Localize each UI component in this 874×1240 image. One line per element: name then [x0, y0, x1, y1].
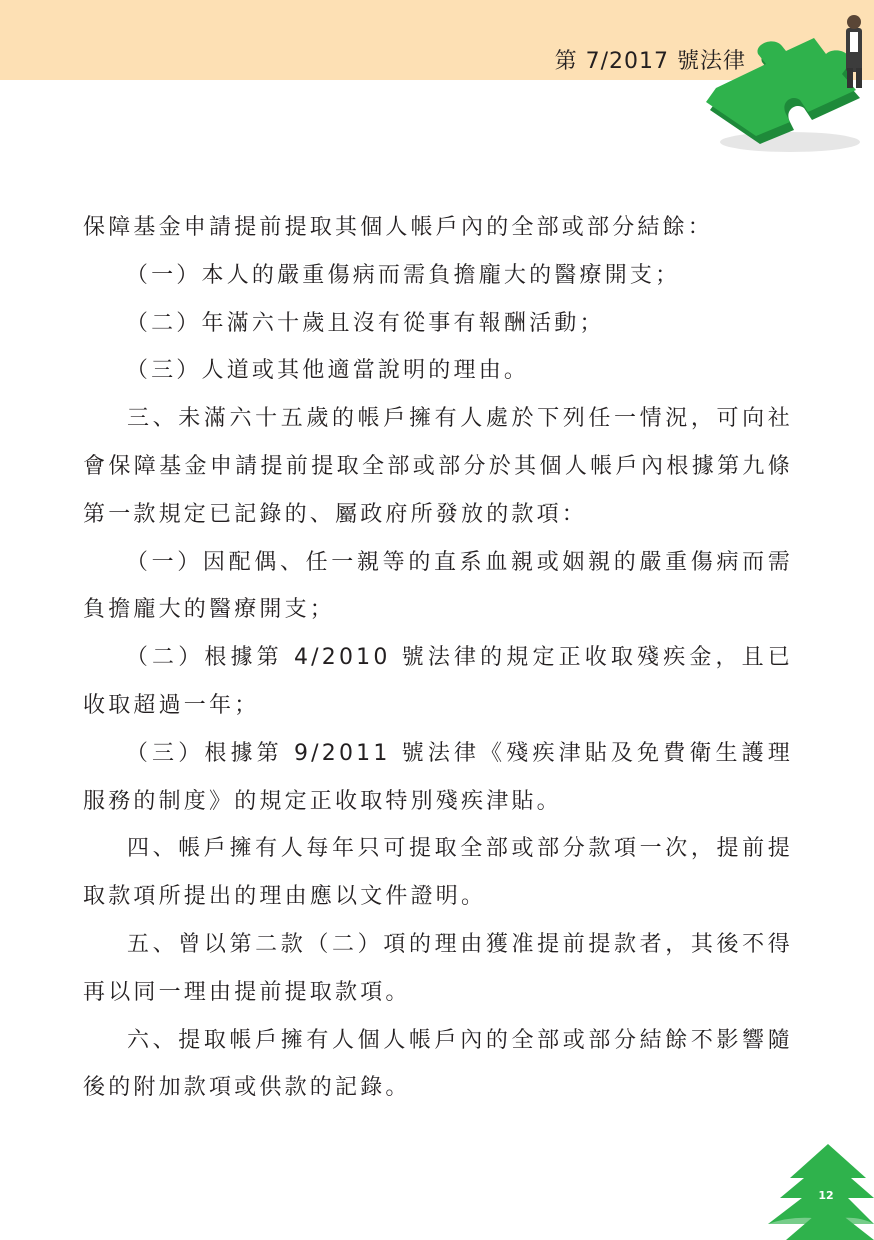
paragraph: 三、未滿六十五歲的帳戶擁有人處於下列任一情況，可向社會保障基金申請提前提取全部或部分於其個人帳戶內根據第九條第一款規定已記錄的、屬政府所發放的款項：	[83, 406, 793, 527]
paragraph: 五、曾以第二款（二）項的理由獲准提前提款者，其後不得再以同一理由提前提取款項。	[83, 931, 793, 1005]
list-item: （二）根據第 4/2010 號法律的規定正收取殘疾金，且已收取超過一年；	[83, 645, 793, 718]
list-item: （三）人道或其他適當說明的理由。	[125, 358, 530, 384]
page-number: 12	[818, 1189, 834, 1202]
header-title: 第 7/2017 號法律	[554, 49, 746, 74]
paragraph: 六、提取帳戶擁有人個人帳戶內的全部或部分結餘不影響隨後的附加款項或供款的記錄。	[83, 1027, 793, 1101]
list-item: （三）根據第 9/2011 號法律《殘疾津貼及免費衛生護理服務的制度》的規定正收取特別殘疾津貼。	[83, 740, 793, 814]
list-item: （一）因配偶、任一親等的直系血親或姻親的嚴重傷病而需負擔龐大的醫療開支；	[83, 549, 793, 623]
list-item: （一）本人的嚴重傷病而需負擔龐大的醫療開支；	[125, 262, 681, 288]
puzzle-piece-with-person-icon	[700, 14, 874, 160]
paragraph: 保障基金申請提前提取其個人帳戶內的全部或部分結餘：	[83, 215, 714, 240]
paragraph: 四、帳戶擁有人每年只可提取全部或部分款項一次，提前提取款項所提出的理由應以文件證明。	[83, 836, 793, 910]
list-item: （二）年滿六十歲且沒有從事有報酬活動；	[125, 310, 605, 336]
document-body	[83, 204, 793, 1112]
